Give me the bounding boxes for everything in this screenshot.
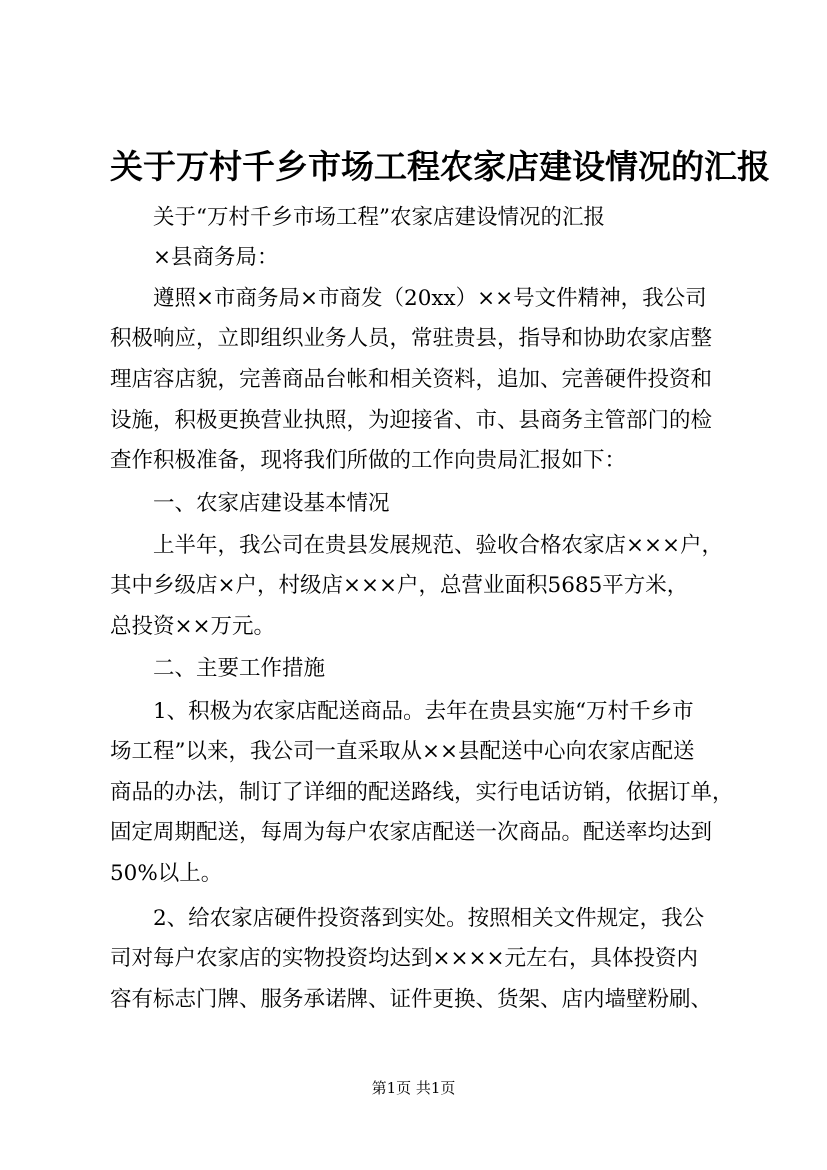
paragraph-line: 场工程”以来，我公司一直采取从××县配送中心向农家店配送 bbox=[110, 739, 695, 764]
paragraph-line: 设施，积极更换营业执照，为迎接省、市、县商务主管部门的检 bbox=[110, 408, 713, 433]
subtitle-line: 关于“万村千乡市场工程”农家店建设情况的汇报 bbox=[153, 205, 605, 230]
paragraph-line: 商品的办法，制订了详细的配送路线，实行电话访销，依据订单， bbox=[110, 780, 734, 805]
document-title: 关于万村千乡市场工程农家店建设情况的汇报 bbox=[110, 147, 770, 186]
page-footer: 第1页 共1页 bbox=[371, 1079, 456, 1097]
paragraph-line: 容有标志门牌、服务承诺牌、证件更换、货架、店内墙壁粉刷、 bbox=[110, 987, 713, 1012]
paragraph-line: 理店容店貌，完善商品台帐和相关资料，追加、完善硬件投资和 bbox=[110, 367, 713, 392]
paragraph-line: 司对每户农家店的实物投资均达到××××元左右，具体投资内 bbox=[110, 946, 699, 971]
paragraph-line: 查作积极准备，现将我们所做的工作向贵局汇报如下： bbox=[110, 448, 627, 473]
paragraph-line: 50%以上。 bbox=[110, 861, 223, 886]
section-heading: 一、农家店建设基本情况 bbox=[153, 491, 390, 516]
addressee-line: ×县商务局： bbox=[153, 245, 279, 270]
paragraph-line: 2、给农家店硬件投资落到实处。按照相关文件规定，我公 bbox=[153, 906, 705, 931]
paragraph-line: 积极响应，立即组织业务人员，常驻贵县，指导和协助农家店整 bbox=[110, 326, 713, 351]
paragraph-line: 遵照×市商务局×市商发（20xx）××号文件精神，我公司 bbox=[153, 286, 707, 311]
section-heading: 二、主要工作措施 bbox=[153, 656, 326, 681]
paragraph-line: 上半年，我公司在贵县发展规范、验收合格农家店×××户， bbox=[153, 533, 724, 558]
paragraph-line: 其中乡级店×户，村级店×××户，总营业面积5685平方米， bbox=[110, 573, 689, 598]
paragraph-line: 总投资××万元。 bbox=[110, 614, 276, 639]
paragraph-line: 1、积极为农家店配送商品。去年在贵县实施“万村千乡市 bbox=[153, 699, 694, 724]
paragraph-line: 固定周期配送，每周为每户农家店配送一次商品。配送率均达到 bbox=[110, 820, 713, 845]
